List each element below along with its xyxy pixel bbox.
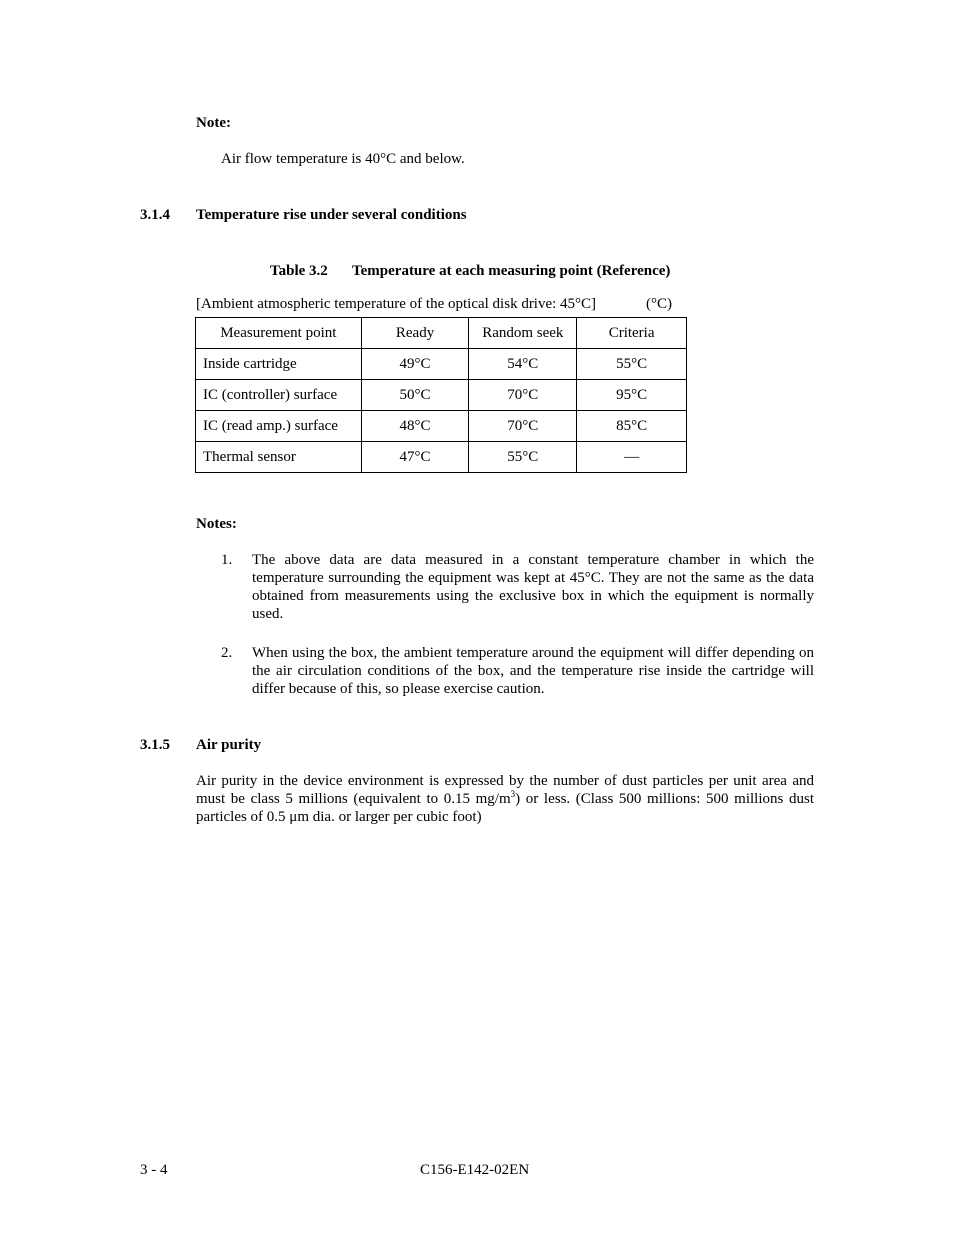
table-row: [196, 349, 687, 380]
document-code: C156-E142-02EN: [420, 1162, 530, 1178]
table-cell: 54°C: [469, 349, 577, 380]
section-number-3-1-5: 3.1.5: [140, 737, 170, 753]
table-cell: 85°C: [577, 411, 687, 442]
table-cell: —: [577, 442, 687, 473]
table-cell: 95°C: [577, 380, 687, 411]
section-title-3-1-5: Air purity: [196, 737, 262, 753]
table-row: [196, 442, 687, 473]
table-cell: 48°C: [361, 411, 469, 442]
table-cell: 49°C: [361, 349, 469, 380]
table-unit: (°C): [646, 296, 672, 312]
list-item-number: 2.: [221, 645, 233, 661]
air-purity-paragraph: [196, 772, 814, 826]
table-cell: IC (controller) surface: [196, 380, 362, 411]
list-item: [221, 644, 814, 698]
table-header-cell: Measurement point: [196, 318, 362, 349]
note-text: Air flow temperature is 40°C and below.: [221, 151, 465, 167]
list-item-number: 1.: [221, 552, 233, 568]
table-cell: 70°C: [469, 380, 577, 411]
list-item-text: When using the box, the ambient temperature around the equipment will differ depending on the air circulation conditions of the box, and the temperature rise inside the cartridge will differ because of this, so please exercise caution.: [252, 645, 814, 697]
table-cell: 70°C: [469, 411, 577, 442]
temperature-table: [195, 317, 687, 473]
table-cell: 47°C: [361, 442, 469, 473]
table-row: [196, 380, 687, 411]
list-item: [221, 551, 814, 623]
air-purity-text-part1: Air purity in the device environment is expressed by the number of dust particles per unit area and must be class 5 millions (equivalent to 0.15 mg/m: [196, 773, 814, 807]
table-caption-title: Temperature at each measuring point (Reference): [352, 263, 671, 279]
table-cell: Inside cartridge: [196, 349, 362, 380]
notes-label: Notes:: [196, 516, 237, 532]
table-header-row: [196, 318, 687, 349]
table-caption: [270, 262, 670, 280]
table-header-cell: Criteria: [577, 318, 687, 349]
table-row: [196, 411, 687, 442]
table-header-cell: Random seek: [469, 318, 577, 349]
air-purity-text-part2: ) or less. (Class 500 millions: 500 millions dust particles of 0.5 μm dia. or larger per cubic foot): [196, 791, 814, 825]
section-number-3-1-4: 3.1.4: [140, 207, 170, 223]
table-cell: IC (read amp.) surface: [196, 411, 362, 442]
table-cell: Thermal sensor: [196, 442, 362, 473]
table-caption-number: Table 3.2: [270, 263, 328, 279]
table-cell: 55°C: [577, 349, 687, 380]
ambient-note-line: [196, 295, 686, 313]
ambient-note: [Ambient atmospheric temperature of the optical disk drive: 45°C]: [196, 296, 597, 312]
list-item-text: The above data are data measured in a constant temperature chamber in which the temperature surrounding the equipment was kept at 45°C. They are not the same as the data obtained from measurements using the exclusive box in which the equipment is normally used.: [252, 552, 814, 622]
section-title-3-1-4: Temperature rise under several conditions: [196, 207, 467, 223]
table-cell: 50°C: [361, 380, 469, 411]
table-header-cell: Ready: [361, 318, 469, 349]
page-number: 3 - 4: [140, 1162, 168, 1178]
note-label: Note:: [196, 115, 231, 131]
superscript-3: 3: [510, 789, 516, 799]
table-cell: 55°C: [469, 442, 577, 473]
